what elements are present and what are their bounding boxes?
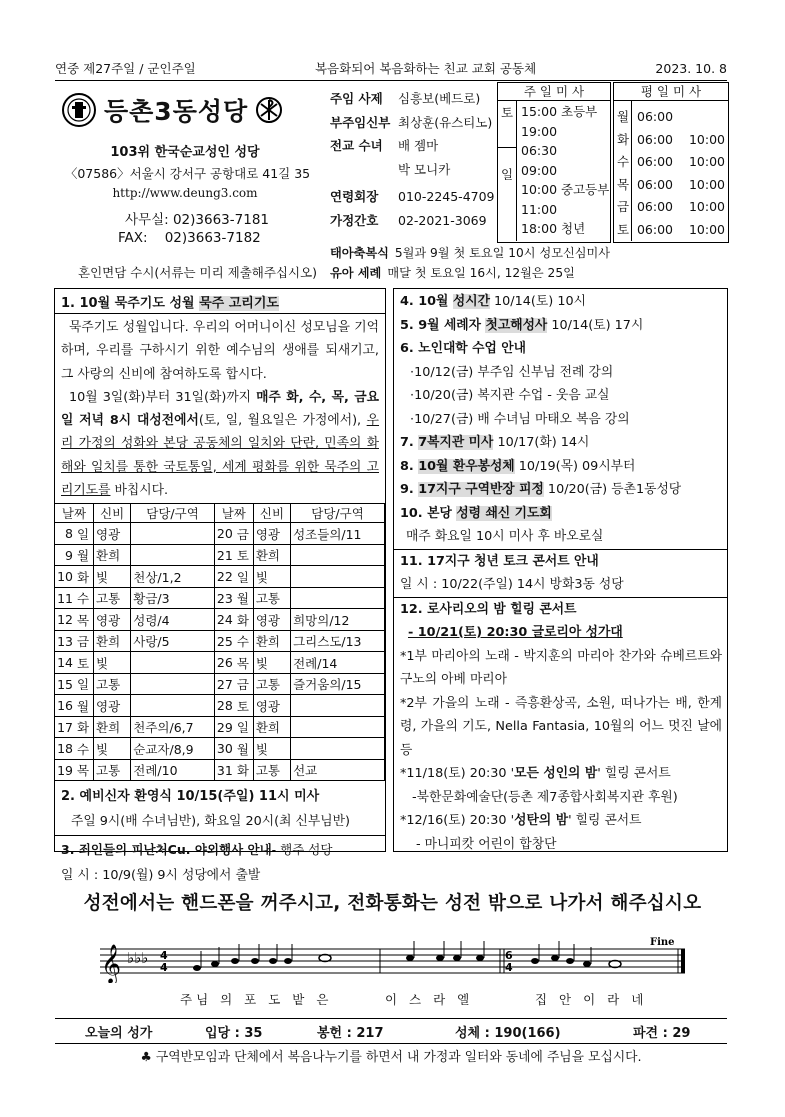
item-rosary-night: 12. 로사리오의 밤 힐링 콘서트 xyxy=(400,601,577,617)
table-header-cell: 신비 xyxy=(94,504,131,523)
item-senior-college: 6. 노인대학 수업 안내 xyxy=(400,341,527,356)
table-cell: 화 xyxy=(75,716,94,738)
rosary-title-prefix: 1. 10월 묵주기도 성월 xyxy=(61,296,200,311)
lyrics-part-3: 집 안 이 라 네 xyxy=(535,992,648,1007)
flat-signs-icon: ♭♭♭ xyxy=(127,949,149,967)
weekday-label: 금 xyxy=(617,199,630,214)
table-cell: 31 xyxy=(214,759,235,781)
table-cell xyxy=(291,716,385,738)
staff-name: 최상훈(유스티노) xyxy=(398,114,493,130)
table-header-cell: 신비 xyxy=(253,504,290,523)
sunday-mass-time: 11:00 xyxy=(521,201,558,217)
table-cell: 영광 xyxy=(253,695,290,717)
table-cell: 화 xyxy=(235,759,254,781)
rosary-night-part1: *1부 마리아의 노래 - 박지훈의 마리아 찬가와 슈베르트와 구노의 아베 마리아 xyxy=(400,648,722,687)
header-rule xyxy=(55,80,727,81)
parish-motto: 복음화되어 복음화하는 친교 교회 공동체 xyxy=(314,61,537,76)
table-cell: 수 xyxy=(75,587,94,609)
weekday-time-early: 06:00 xyxy=(636,176,674,192)
table-cell xyxy=(131,652,215,674)
table-cell: 월 xyxy=(235,738,254,760)
table-header-row xyxy=(55,504,385,523)
table-cell: 금 xyxy=(235,673,254,695)
table-cell: 빛 xyxy=(253,566,290,588)
staff-row xyxy=(330,209,500,233)
sunday-day-column xyxy=(498,101,517,241)
weekday-time-early: 06:00 xyxy=(636,154,674,169)
table-row xyxy=(55,673,385,695)
weekday-mass-box xyxy=(613,82,729,243)
catechumen-text: 주일 9시(배 수녀님반), 화요일 20시(최 신부님반) xyxy=(71,814,350,830)
table-cell xyxy=(291,544,385,566)
table-cell: 월 xyxy=(235,587,254,609)
table-cell: 금 xyxy=(235,523,254,545)
table-cell xyxy=(291,566,385,588)
item4-prefix: 4. 10월 xyxy=(400,294,453,309)
section-catechumen xyxy=(55,781,385,829)
table-cell: 16 xyxy=(55,695,76,717)
bulletin-header xyxy=(55,57,727,79)
weekday-time-late: 10:00 xyxy=(688,221,725,237)
sacrament-row xyxy=(330,243,610,263)
sacrament-row xyxy=(330,263,610,283)
table-cell: 수 xyxy=(235,630,254,652)
item-retreat xyxy=(394,478,727,502)
table-cell: 환희 xyxy=(253,630,290,652)
table-cell: 고통 xyxy=(94,673,131,695)
weekday-time-early: 06:00 xyxy=(636,221,674,237)
staff-role: 주임 사제 xyxy=(330,91,383,106)
table-row xyxy=(55,566,385,588)
hymn-label: 오늘의 성가 xyxy=(85,1026,153,1041)
sacrament-label: 태아축복식 xyxy=(330,246,389,260)
table-cell: 일 xyxy=(75,523,94,545)
rosary-time: 매주 화, 수, 목, 금요일 저녁 8시 대성전에서 xyxy=(61,389,380,429)
parish-address: 〈07586〉서울시 강서구 공항대로 41길 35 xyxy=(64,166,311,181)
table-cell xyxy=(131,673,215,695)
item4-detail: 10/14(토) 10시 xyxy=(489,294,586,309)
staff-name: 010-2245-4709 xyxy=(398,189,495,205)
sacrament-info xyxy=(330,243,610,283)
table-cell: 13 xyxy=(55,630,76,652)
section-outing xyxy=(55,835,385,883)
table-cell: 전례/14 xyxy=(291,652,385,674)
item10-highlight: 성령 쇄신 기도회 xyxy=(456,505,552,521)
concert2-date: *12/16(토) 20:30 ' xyxy=(400,813,515,828)
table-cell: 고통 xyxy=(94,759,131,781)
staff-role: 부주임신부 xyxy=(330,114,391,130)
weekday-time-late: 10:00 xyxy=(688,131,725,147)
day-divider xyxy=(498,147,516,148)
hymn-entrance: 입당 : 35 xyxy=(205,1026,263,1041)
christmas-performer: - 마니피캇 어린이 합창단 xyxy=(416,836,557,852)
table-cell: 28 xyxy=(214,695,235,717)
liturgical-day: 연중 제27주일 / 군인주일 xyxy=(55,61,196,76)
table-cell: 목 xyxy=(235,652,254,674)
outing-text: 일 시 : 10/9(월) 9시 성당에서 출발 xyxy=(61,868,261,884)
youth-concert-text: 일 시 : 10/22(주일) 14시 방화3동 성당 xyxy=(400,577,624,592)
sacrament-label: 유아 세례 xyxy=(330,266,382,280)
table-cell: 그리스도/13 xyxy=(291,630,385,652)
weekday-time-late: 10:00 xyxy=(688,176,725,192)
table-cell xyxy=(291,738,385,760)
table-row xyxy=(55,587,385,609)
weekday-mass-rows xyxy=(617,106,725,241)
wedding-consult: 혼인면담 수시(서류는 미리 제출해주십시오) xyxy=(78,265,318,280)
sunday-mass-time: 19:00 xyxy=(521,123,558,139)
office-phone: 사무실: 02)3663-7181 xyxy=(125,212,269,228)
table-cell: 영광 xyxy=(94,695,131,717)
lyrics-part-2: 이 스 라 엘 xyxy=(385,992,474,1007)
rosary-night-part2: *2부 가을의 노래 - 즉흥환상곡, 소원, 떠나가는 배, 한계령, 가을의 기도, Nella Fantasia, 10월의 어느 멋진 날에 등 xyxy=(400,695,722,758)
table-row xyxy=(55,544,385,566)
table-cell: 전례/10 xyxy=(131,759,215,781)
item-welfare-mass xyxy=(394,431,727,455)
weekday-mass-title: 평 일 미 사 xyxy=(614,83,728,101)
hymn-rule-bottom xyxy=(55,1043,727,1044)
time-sig2-top: 6 xyxy=(505,949,513,962)
table-cell: 영광 xyxy=(94,523,131,545)
table-cell: 월 xyxy=(75,695,94,717)
phone-notice-banner: 성전에서는 핸드폰을 꺼주시고, 전화통화는 성전 밖으로 나가서 해주십시오 xyxy=(83,893,702,914)
table-cell: 선교 xyxy=(291,759,385,781)
table-row xyxy=(55,695,385,717)
table-cell: 사랑/5 xyxy=(131,630,215,652)
lyrics-part-1: 주님 의 포 도 밭 은 xyxy=(180,992,333,1007)
psalm-music-staff xyxy=(95,935,695,983)
parish-logo-row xyxy=(62,92,282,128)
weekday-time-late: 10:00 xyxy=(688,199,725,214)
time-sig-bottom: 4 xyxy=(160,961,168,974)
item9-detail: 10/20(금) 등촌1동성당 xyxy=(543,482,682,497)
item9-prefix: 9. xyxy=(400,482,419,497)
table-cell: 24 xyxy=(214,609,235,631)
table-cell: 화 xyxy=(235,609,254,631)
rosary-dates: 10월 3일(화)부터 31일(화)까지 xyxy=(69,389,257,405)
table-cell: 일 xyxy=(235,716,254,738)
weekday-label: 목 xyxy=(617,176,630,192)
table-header-cell: 담당/구역 xyxy=(291,504,385,523)
item7-highlight: 7복지관 미사 xyxy=(418,435,494,450)
table-cell: 성령/4 xyxy=(131,609,215,631)
table-cell: 목 xyxy=(75,759,94,781)
table-row xyxy=(55,716,385,738)
concert2-title: 성탄의 밤 xyxy=(514,813,569,828)
staff-name: 02-2021-3069 xyxy=(398,212,487,228)
rosary-paragraph-2 xyxy=(61,386,379,502)
sacrament-text: 5월과 9월 첫 토요일 10시 성모신심미사 xyxy=(394,246,611,260)
treble-clef-icon: 𝄞 xyxy=(101,944,122,983)
rosary-title-highlight: 묵주 고리기도 xyxy=(199,296,279,311)
announcements-right xyxy=(393,288,728,852)
office-fax: FAX: 02)3663-7182 xyxy=(118,230,261,246)
table-cell: 빛 xyxy=(94,738,131,760)
weekday-label: 토 xyxy=(617,221,630,237)
item7-detail: 10/17(화) 14시 xyxy=(493,435,590,450)
table-cell: 황금/3 xyxy=(131,587,215,609)
table-row xyxy=(55,652,385,674)
footer-message: ♣ 구역반모임과 단체에서 복음나누기를 하면서 내 가정과 일터와 동네에 주님을 모십시다. xyxy=(140,1050,642,1065)
item5-detail: 10/14(토) 17시 xyxy=(547,317,644,333)
rosary-home-days: (토, 일, 월요일은 가정에서), xyxy=(198,413,367,429)
all-saints-performer: -북한문화예술단(등촌 제7종합사회복지관 후원) xyxy=(412,789,678,805)
table-header-cell: 날짜 xyxy=(55,504,94,523)
staff-row xyxy=(330,87,500,111)
table-cell: 빛 xyxy=(94,566,131,588)
concert1-title: 모든 성인의 밤 xyxy=(514,766,598,781)
table-cell: 천주의/6,7 xyxy=(131,716,215,738)
prayer-meeting-text: 매주 화요일 10시 미사 후 바오로실 xyxy=(406,529,604,544)
item7-prefix: 7. xyxy=(400,435,419,450)
item10-prefix: 10. 본당 xyxy=(400,505,457,521)
weekday-mass-row xyxy=(617,174,725,197)
weekday-time-early: 06:00 xyxy=(637,109,674,124)
item-holy-hour xyxy=(394,289,727,314)
table-cell: 영광 xyxy=(253,523,290,545)
item4-highlight: 성시간 xyxy=(452,294,490,309)
table-cell: 순교자/8,9 xyxy=(131,738,215,760)
bulletin-date: 2023. 10. 8 xyxy=(655,60,727,76)
table-cell: 금 xyxy=(75,630,94,652)
time-sig2-bottom: 4 xyxy=(505,961,513,974)
item-youth-concert: 11. 17지구 청년 토크 콘서트 안내 xyxy=(400,553,599,569)
table-cell xyxy=(291,695,385,717)
sunday-mass-title: 주 일 미 사 xyxy=(498,83,610,101)
parish-website-link[interactable]: http://www.deung3.com xyxy=(112,186,258,200)
outing-title-place: - 행주 성당 xyxy=(271,842,333,858)
hymn-rule-top xyxy=(55,1018,727,1019)
table-cell: 26 xyxy=(214,652,235,674)
table-cell: 11 xyxy=(55,587,76,609)
table-cell: 9 xyxy=(55,544,76,566)
table-row xyxy=(55,630,385,652)
weekday-time-early: 06:00 xyxy=(636,199,674,214)
table-cell: 환희 xyxy=(94,630,131,652)
table-cell: 21 xyxy=(214,544,235,566)
rosary-night-date: - 10/21(토) 20:30 글로리아 성가대 xyxy=(408,625,623,640)
table-cell: 20 xyxy=(214,523,235,545)
item8-detail: 10/19(목) 09시부터 xyxy=(514,458,636,474)
table-cell: 즐거움의/15 xyxy=(291,673,385,695)
table-cell: 10 xyxy=(55,566,76,588)
all-saints-concert xyxy=(394,762,727,786)
item8-highlight: 10월 환우봉성체 xyxy=(418,458,515,474)
table-cell: 일 xyxy=(235,566,254,588)
weekday-label: 월 xyxy=(617,109,630,124)
table-cell: 빛 xyxy=(94,652,131,674)
concert1-date: *11/18(토) 20:30 ' xyxy=(400,766,515,781)
table-cell xyxy=(131,695,215,717)
table-cell: 수 xyxy=(75,738,94,760)
table-cell: 22 xyxy=(214,566,235,588)
staff-name: 박 모니카 xyxy=(398,161,451,177)
table-cell: 12 xyxy=(55,609,76,631)
sunday-mass-time: 10:00 중고등부 xyxy=(521,182,610,197)
sunday-mass-times xyxy=(521,102,609,239)
sunday-mass-box xyxy=(497,82,611,243)
weekday-mass-row xyxy=(617,151,725,174)
table-row xyxy=(55,609,385,631)
weekday-time-late: 10:00 xyxy=(688,154,725,169)
hymn-recessional: 파견 : 29 xyxy=(633,1026,691,1041)
table-cell: 17 xyxy=(55,716,76,738)
table-cell: 영광 xyxy=(94,609,131,631)
concert1-suffix: ' 힐링 콘서트 xyxy=(597,766,671,781)
weekday-mass-row xyxy=(617,196,725,219)
table-cell: 월 xyxy=(75,544,94,566)
table-cell: 목 xyxy=(75,609,94,631)
table-cell: 30 xyxy=(214,738,235,760)
staff-role: 연령회장 xyxy=(330,189,379,205)
rosary-intention: 우리 가정의 성화와 본당 공동체의 일치와 단란, 민족의 화해와 일치를 통한 국토통일, 세계 평화를 위한 묵주의 고리기도를 xyxy=(61,413,380,499)
table-row xyxy=(55,759,385,781)
table-cell: 일 xyxy=(75,673,94,695)
sunday-mass-time: 18:00 청년 xyxy=(521,221,586,236)
table-cell: 성조들의/11 xyxy=(291,523,385,545)
table-cell: 14 xyxy=(55,652,76,674)
staff-row xyxy=(330,158,500,182)
rosary-closing: 바칩시다. xyxy=(110,483,169,499)
outing-title-main: 3. 죄인들의 피난처Cu. 야외행사 안내 xyxy=(61,842,272,858)
hymn-offertory: 봉헌 : 217 xyxy=(317,1026,384,1041)
table-cell: 환희 xyxy=(253,544,290,566)
saturday-label: 토 xyxy=(501,105,514,120)
item-first-confession xyxy=(394,314,727,338)
staff-role: 전교 수녀 xyxy=(330,138,383,154)
sacrament-text: 매달 첫 토요일 16시, 12월은 25일 xyxy=(387,266,575,280)
weekday-mass-row xyxy=(617,129,725,152)
table-cell: 희망의/12 xyxy=(291,609,385,631)
staff-list xyxy=(330,87,500,233)
table-cell: 환희 xyxy=(94,544,131,566)
item8-prefix: 8. xyxy=(400,458,419,474)
table-cell: 고통 xyxy=(253,673,290,695)
table-cell: 25 xyxy=(214,630,235,652)
parish-name: 등촌3동성당 xyxy=(104,97,249,126)
item-prayer-meeting xyxy=(394,502,727,526)
rosary-title xyxy=(61,292,379,311)
weekday-label: 화 xyxy=(617,131,630,147)
sunday-label: 일 xyxy=(501,167,514,182)
table-cell: 토 xyxy=(235,695,254,717)
outing-title xyxy=(61,840,379,858)
weekday-mass-row xyxy=(617,106,725,129)
weekday-mass-row xyxy=(617,219,725,242)
announcements-left xyxy=(54,288,386,884)
rosary-schedule-table xyxy=(54,503,385,781)
christmas-concert xyxy=(394,809,727,833)
table-cell xyxy=(131,523,215,545)
staff-name: 배 젬마 xyxy=(398,138,439,154)
table-cell: 화 xyxy=(75,566,94,588)
item-sick-communion xyxy=(394,455,727,479)
item5-prefix: 5. 9월 세례자 xyxy=(400,317,486,333)
table-cell: 환희 xyxy=(253,716,290,738)
table-cell: 고통 xyxy=(253,587,290,609)
rosary-paragraph-1: 묵주기도 성월입니다. 우리의 어머니이신 성모님을 기억하며, 우리를 구하시기 위한 예수님의 생애를 되새기고, 그 사랑의 신비에 참여하도록 합시다. xyxy=(61,320,379,382)
fine-mark: Fine xyxy=(650,937,675,948)
table-cell: 8 xyxy=(55,523,76,545)
table-row xyxy=(55,523,385,545)
table-cell: 15 xyxy=(55,673,76,695)
staff-role: 가정간호 xyxy=(330,212,379,228)
concert2-suffix: ' 힐링 콘서트 xyxy=(568,813,642,828)
table-cell: 29 xyxy=(214,716,235,738)
table-cell: 23 xyxy=(214,587,235,609)
weekday-time-early: 06:00 xyxy=(636,131,674,147)
weekday-label: 수 xyxy=(617,154,630,169)
senior-class-2: ·10/20(금) 복지관 수업 - 웃음 교실 xyxy=(410,388,610,403)
parish-subtitle: 103위 한국순교성인 성당 xyxy=(110,145,260,160)
senior-class-3: ·10/27(금) 배 수녀님 마태오 복음 강의 xyxy=(410,411,630,427)
parish-emblem-icon xyxy=(62,93,96,127)
table-cell: 고통 xyxy=(94,587,131,609)
chi-rho-icon xyxy=(256,97,282,123)
table-cell: 27 xyxy=(214,673,235,695)
table-header-cell: 담당/구역 xyxy=(131,504,215,523)
table-cell: 천상/1,2 xyxy=(131,566,215,588)
section-rosary xyxy=(55,289,385,502)
table-row xyxy=(55,738,385,760)
senior-class-1: ·10/12(금) 부주임 신부님 전례 강의 xyxy=(410,364,614,380)
item5-highlight: 첫고해성사 xyxy=(485,317,548,333)
table-cell: 토 xyxy=(235,544,254,566)
staff-name: 심흥보(베드로) xyxy=(398,91,481,106)
staff-row xyxy=(330,185,500,209)
hymn-communion: 성체 : 190(166) xyxy=(455,1026,561,1041)
sunday-mass-time: 15:00 초등부 xyxy=(521,104,598,119)
time-sig-top: 4 xyxy=(160,949,168,962)
table-cell: 영광 xyxy=(253,609,290,631)
table-cell: 빛 xyxy=(253,652,290,674)
catechumen-title: 2. 예비신자 환영식 10/15(주일) 11시 미사 xyxy=(61,789,320,805)
staff-row xyxy=(330,111,500,135)
table-cell xyxy=(131,544,215,566)
hymn-list xyxy=(55,1022,727,1040)
item9-highlight: 17지구 구역반장 피정 xyxy=(418,482,544,497)
table-cell xyxy=(291,587,385,609)
table-cell: 19 xyxy=(55,759,76,781)
table-cell: 토 xyxy=(75,652,94,674)
table-cell: 환희 xyxy=(94,716,131,738)
table-header-cell: 날짜 xyxy=(214,504,253,523)
sunday-mass-time: 06:30 xyxy=(521,143,558,158)
table-cell: 고통 xyxy=(253,759,290,781)
table-cell: 18 xyxy=(55,738,76,760)
sunday-mass-time: 09:00 xyxy=(521,162,558,178)
table-cell: 빛 xyxy=(253,738,290,760)
staff-row xyxy=(330,134,500,158)
